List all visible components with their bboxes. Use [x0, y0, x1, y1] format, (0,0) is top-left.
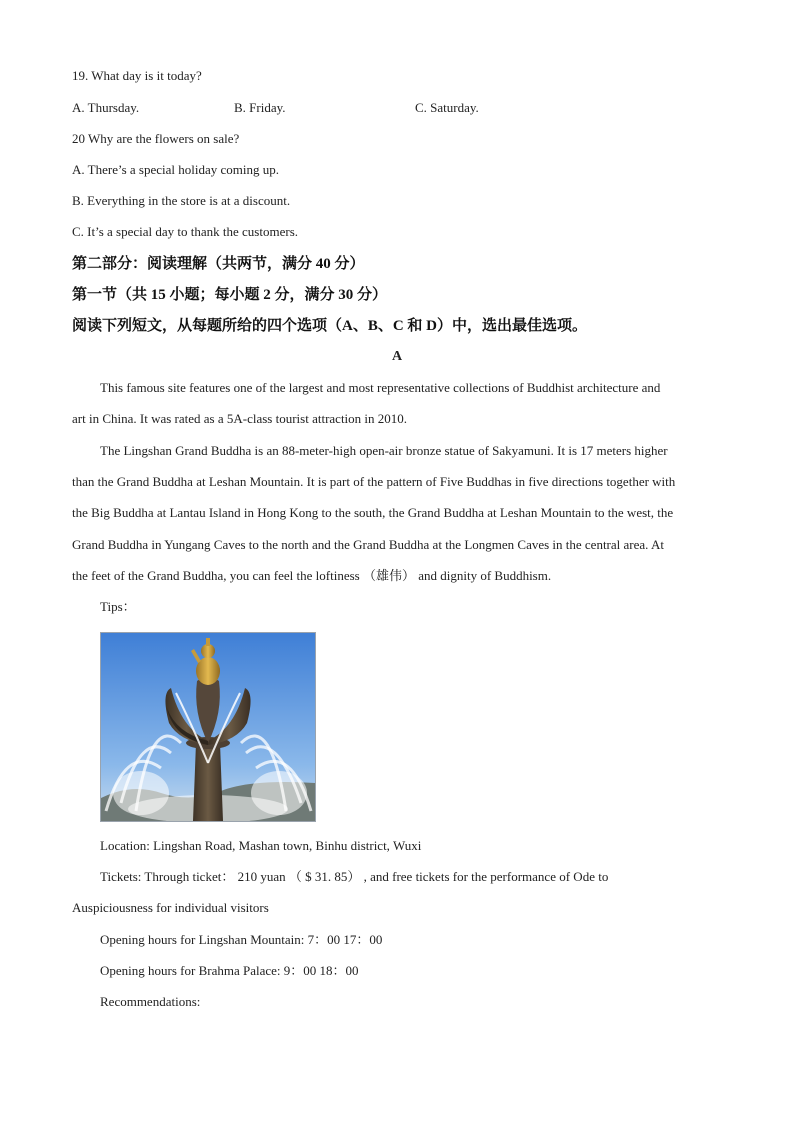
location-info: Location: Lingshan Road, Mashan town, Binhu district, Wuxi [100, 838, 422, 853]
instruction-heading: 阅读下列短文，从每题所给的四个选项（A、B、C 和 D）中，选出最佳选项。 [72, 318, 588, 334]
part2-heading: 第二部分：阅读理解（共两节，满分 40 分） [72, 256, 365, 272]
passage-p1-line1: This famous site features one of the largest and most representative collections of Buddhist architecture and [100, 380, 661, 395]
tips-label: Tips： [100, 599, 136, 614]
q19-option-a: A. Thursday. [72, 100, 140, 115]
buddha-fountain-photo [100, 632, 316, 822]
q20-option-a: A. There’s a special holiday coming up. [72, 162, 279, 177]
tickets-info-line2: Auspiciousness for individual visitors [72, 900, 269, 915]
q19-option-c: C. Saturday. [415, 100, 479, 115]
section1-heading: 第一节（共 15 小题；每小题 2 分，满分 30 分） [72, 287, 388, 303]
hours-lingshan: Opening hours for Lingshan Mountain: 7：00 17：00 [100, 932, 383, 947]
q20-option-b: B. Everything in the store is at a discount. [72, 193, 291, 208]
passage-p2-line1: The Lingshan Grand Buddha is an 88-meter-high open-air bronze statue of Sakyamuni. It is 17 meters higher [100, 443, 668, 458]
passage-p2-line4: Grand Buddha in Yungang Caves to the north and the Grand Buddha at the Longmen Caves in the central area. At [72, 537, 664, 552]
recommendations-label: Recommendations: [100, 994, 201, 1009]
q19-option-b: B. Friday. [234, 100, 286, 115]
question-20: 20 Why are the flowers on sale? [72, 131, 240, 146]
passage-p2-line3: the Big Buddha at Lantau Island in Hong Kong to the south, the Grand Buddha at Leshan Mountain to the west, the [72, 505, 674, 520]
tickets-info-line1: Tickets: Through ticket： 210 yuan （ $ 31. 85） , and free tickets for the performance of Ode to [100, 869, 609, 884]
hours-brahma-palace: Opening hours for Brahma Palace: 9：00 18：00 [100, 963, 359, 978]
passage-p2-line5: the feet of the Grand Buddha, you can feel the loftiness （雄伟） and dignity of Buddhism. [72, 568, 552, 583]
passage-p2-line2: than the Grand Buddha at Leshan Mountain. It is part of the pattern of Five Buddhas in five directions together with [72, 474, 676, 489]
question-19: 19. What day is it today? [72, 68, 202, 83]
q20-option-c: C. It’s a special day to thank the customers. [72, 224, 299, 239]
passage-p1-line2: art in China. It was rated as a 5A-class tourist attraction in 2010. [72, 411, 408, 426]
passage-label: A [391, 349, 403, 364]
